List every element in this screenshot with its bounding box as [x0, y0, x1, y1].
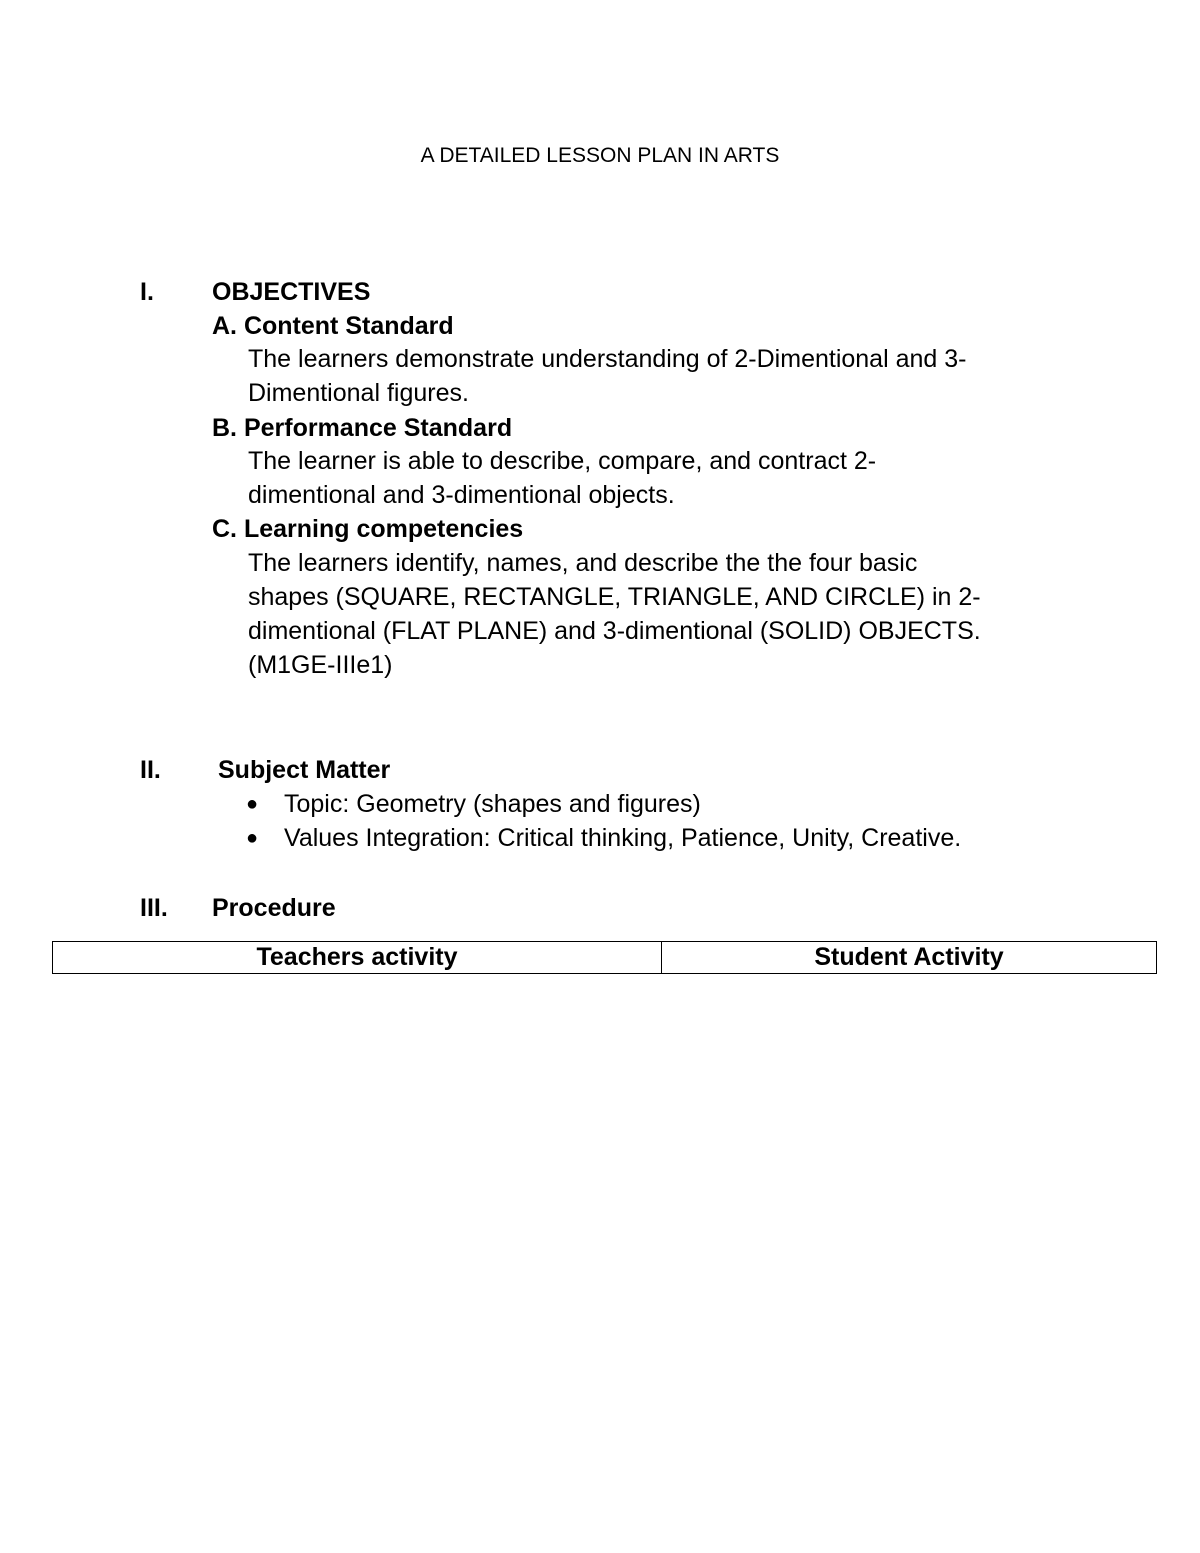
procedure-numeral: III.	[140, 894, 168, 922]
subject-matter-numeral: II.	[140, 756, 161, 784]
text-line: dimentional and 3-dimentional objects.	[248, 481, 675, 509]
text-line: The learners demonstrate understanding of 2-Dimentional and 3-	[248, 345, 967, 373]
text-line: Dimentional figures.	[248, 379, 469, 407]
text-line: The learners identify, names, and describe the the four basic	[248, 549, 918, 577]
bullet-icon: ●	[246, 827, 259, 849]
text-line: (M1GE-IIIe1)	[248, 651, 393, 679]
learning-competencies-heading: C. Learning competencies	[212, 515, 524, 543]
performance-standard-text	[248, 444, 1078, 512]
objectives-numeral: I.	[140, 278, 154, 306]
teachers-activity-header: Teachers activity	[53, 942, 662, 974]
bullet-text: Values Integration: Critical thinking, Patience, Unity, Creative.	[284, 824, 962, 852]
table-header-row	[53, 942, 1157, 974]
procedure-heading: Procedure	[212, 894, 336, 922]
text-line: The learner is able to describe, compare, and contract 2-	[248, 447, 877, 475]
subject-matter-heading: Subject Matter	[218, 756, 391, 784]
performance-standard-heading: B. Performance Standard	[212, 414, 513, 442]
bullet-text: Topic: Geometry (shapes and figures)	[284, 790, 701, 818]
bullet-item-topic	[244, 789, 701, 819]
text-line: shapes (SQUARE, RECTANGLE, TRIANGLE, AND CIRCLE) in 2-	[248, 583, 981, 611]
objectives-heading: OBJECTIVES	[212, 278, 371, 306]
content-standard-heading: A. Content Standard	[212, 312, 454, 340]
student-activity-header: Student Activity	[662, 942, 1157, 974]
text-line: dimentional (FLAT PLANE) and 3-dimentional (SOLID) OBJECTS.	[248, 617, 981, 645]
bullet-icon: ●	[246, 793, 259, 815]
page-title: A DETAILED LESSON PLAN IN ARTS	[420, 144, 780, 167]
bullet-item-values	[244, 823, 961, 853]
procedure-table	[52, 941, 1157, 974]
content-standard-text	[248, 342, 1078, 410]
learning-competencies-text	[248, 546, 1078, 682]
